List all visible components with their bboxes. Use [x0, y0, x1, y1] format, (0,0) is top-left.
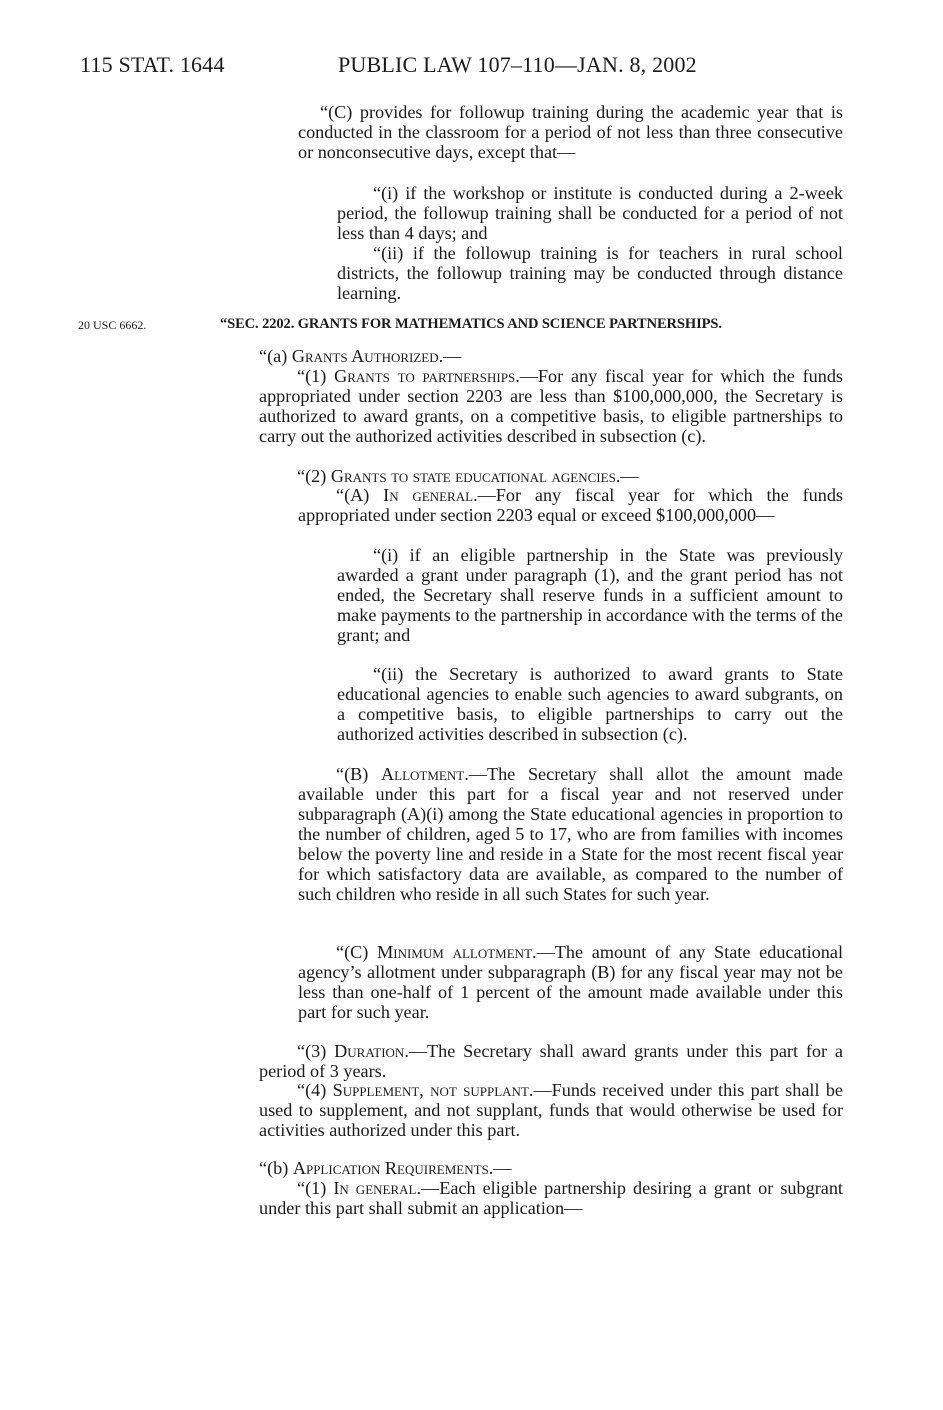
para-b-heading: “(b) Application Requirements.— — [259, 1158, 512, 1178]
running-header: PUBLIC LAW 107–110—JAN. 8, 2002 — [338, 52, 697, 77]
para-a2A-i: “(i) if an eligible partnership in the State was previously awarded a grant under paragraph (1), and the grant period has not ended, the Secretary shall reserve funds in a sufficient amount to make payments to the partnership in accordance with the terms of the grant; and — [337, 545, 843, 645]
section-heading: “SEC. 2202. GRANTS FOR MATHEMATICS AND SCIENCE PARTNERSHIPS. — [220, 316, 722, 332]
para-a-heading: “(a) Grants Authorized.— — [259, 346, 462, 366]
usc-margin-note: 20 USC 6662. — [78, 318, 147, 332]
para-a2A: “(A) In general.—For any fiscal year for which the funds appropriated under section 2203 equal or exceed $100,000,000— — [298, 485, 843, 525]
para-c-followup: “(C) provides for followup training during the academic year that is conducted in the classroom for a period of not less than three consecutive or nonconsecutive days, except that— — [298, 102, 843, 162]
para-a1: “(1) Grants to partnerships.—For any fiscal year for which the funds appropriated under section 2203 are less than $100,000,000, the Secretary is authorized to award grants, on a competitive basis, to eligible partnerships to carry out the authorized activities described in subsection (c). — [259, 366, 843, 446]
para-a2A-ii: “(ii) the Secretary is authorized to award grants to State educational agencies to enable such agencies to award subgrants, on a competitive basis, to eligible partnerships to carry out the authorized activities described in subsection (c). — [337, 664, 843, 744]
para-a3: “(3) Duration.—The Secretary shall award grants under this part for a period of 3 years. — [259, 1041, 843, 1081]
para-c-ii: “(ii) if the followup training is for teachers in rural school districts, the followup training may be conducted through distance learning. — [337, 243, 843, 303]
stat-citation: 115 STAT. 1644 — [80, 52, 225, 77]
para-a4: “(4) Supplement, not supplant.—Funds received under this part shall be used to supplement, and not supplant, funds that would otherwise be used for activities authorized under this part. — [259, 1080, 843, 1140]
para-a2C: “(C) Minimum allotment.—The amount of any State educational agency’s allotment under subparagraph (B) for any fiscal year may not be less than one-half of 1 percent of the amount made available under this part for such year. — [298, 942, 843, 1022]
para-c-i: “(i) if the workshop or institute is conducted during a 2-week period, the followup training shall be conducted for a period of not less than 4 days; and — [337, 183, 843, 243]
para-b1: “(1) In general.—Each eligible partnership desiring a grant or subgrant under this part shall submit an application— — [259, 1178, 843, 1218]
para-a2-heading: “(2) Grants to state educational agencies.— — [297, 466, 639, 486]
para-a2B: “(B) Allotment.—The Secretary shall allot the amount made available under this part for a fiscal year and not reserved under subparagraph (A)(i) among the State educational agencies in proportion to the number of children, aged 5 to 17, who are from families with incomes below the poverty line and reside in a State for the most recent fiscal year for which satisfactory data are available, as compared to the number of such children who reside in all such States for such year. — [298, 764, 843, 904]
